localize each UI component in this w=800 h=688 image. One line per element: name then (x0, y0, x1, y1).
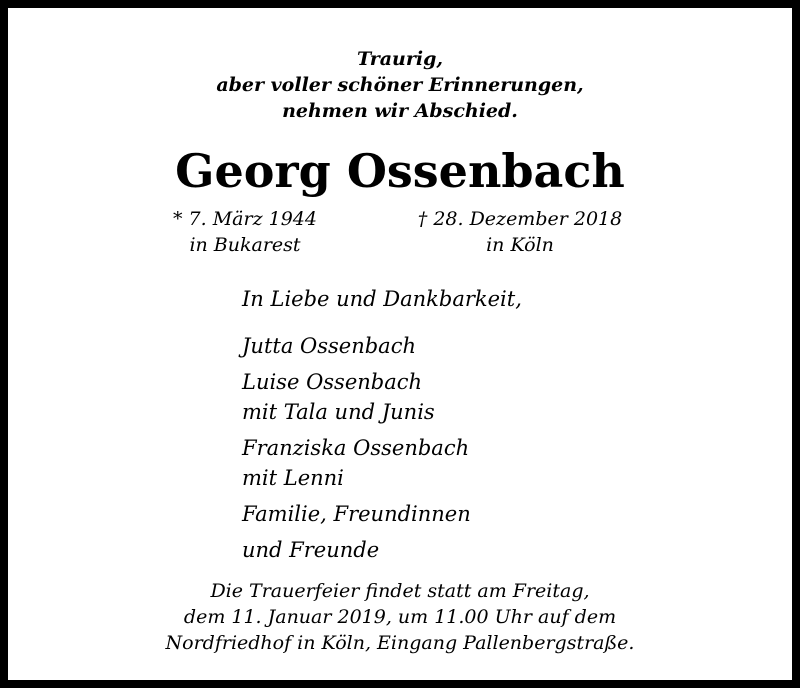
death-info (375, 206, 665, 258)
intro-text (8, 46, 792, 124)
service-line: Die Trauerfeier findet statt am Freitag, (210, 580, 590, 602)
birth-place: in Bukarest (189, 234, 301, 256)
mourner-line: Franziska Ossenbach (242, 436, 470, 460)
mourner-line: und Freunde (242, 538, 380, 562)
mourner-line: Jutta Ossenbach (242, 334, 416, 358)
intro-line: nehmen wir Abschied. (282, 100, 518, 122)
mourner-line: Luise Ossenbach (242, 370, 423, 394)
intro-line: Traurig, (356, 48, 444, 70)
mourner-line: mit Lenni (242, 466, 344, 490)
service-line: dem 11. Januar 2019, um 11.00 Uhr auf dem (183, 606, 617, 628)
death-place: in Köln (486, 234, 554, 256)
intro-line: aber voller schöner Erinnerungen, (216, 74, 584, 96)
birth-date: * 7. März 1944 (173, 208, 317, 230)
dedication-line: In Liebe und Dankbarkeit, (242, 287, 522, 311)
mourner-line: Familie, Freundinnen (242, 502, 471, 526)
mourners-block (242, 284, 522, 565)
deceased-name: Georg Ossenbach (175, 144, 625, 198)
service-info (8, 578, 792, 656)
death-date: † 28. Dezember 2018 (417, 208, 623, 230)
service-line: Nordfriedhof in Köln, Eingang Pallenbergstraße. (165, 632, 635, 654)
mourner-line: mit Tala und Junis (242, 400, 435, 424)
birth-info (135, 206, 355, 258)
